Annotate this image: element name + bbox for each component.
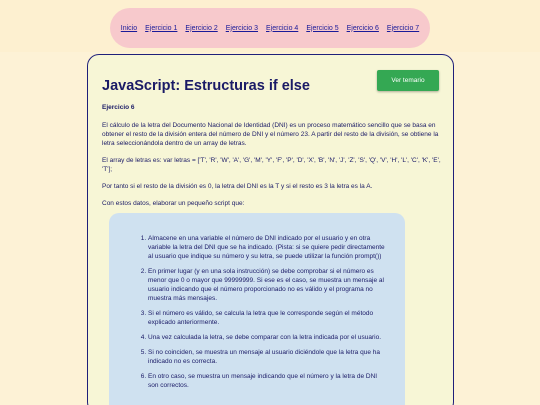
main-nav — [110, 8, 430, 48]
nav-link-ejercicio-5[interactable]: Ejercicio 5 — [306, 24, 339, 32]
step-item: 2. En primer lugar (y en una sola instrucción) se debe comprobar si el número es menor que 0 o mayor que 99999999. Si ese es el caso, se muestra un mensaje al usuario indicando que el número proporcionado no es válido y el programa no muestra más mensajes. — [148, 267, 389, 303]
paragraph-array: El array de letras es: var letras = ['T', 'R', 'W', 'A', 'G', 'M', 'Y', 'F', 'P', 'D', 'X', 'B', 'N', 'J', 'Z', 'S', 'Q', 'V', 'H', 'L', 'C', 'K', 'E', 'T']; — [102, 157, 441, 173]
page-title: JavaScript: Estructuras if else — [102, 78, 310, 94]
nav-link-ejercicio-1[interactable]: Ejercicio 1 — [145, 24, 178, 32]
paragraph-intro: El cálculo de la letra del Documento Nacional de Identidad (DNI) es un proceso matemático sencillo que se basa en obtener el resto de la división entera del número de DNI y el número 23. A partir del resto de la división, se obtiene la letra seleccionándola dentro de un array de letras. — [102, 122, 439, 147]
step-item: 4. Una vez calculada la letra, se debe comparar con la letra indicada por el usuario. — [148, 333, 389, 342]
paragraph-task: Con estos datos, elaborar un pequeño script que: — [102, 200, 245, 207]
exercise-heading: Ejercicio 6 — [102, 104, 135, 111]
nav-link-ejercicio-7[interactable]: Ejercicio 7 — [386, 24, 420, 32]
exercise-card — [87, 54, 454, 405]
steps-list — [132, 234, 389, 390]
step-item: 6. En otro caso, se muestra un mensaje indicando que el número y la letra de DNI son correctos. — [148, 372, 389, 390]
ver-temario-button[interactable]: Ver temario — [377, 70, 439, 91]
step-item: 3. Si el número es válido, se calcula la letra que le corresponde según el método explicado anteriormente. — [148, 309, 389, 327]
nav-link-ejercicio-6[interactable]: Ejercicio 6 — [346, 24, 379, 32]
nav-link-inicio[interactable]: Inicio — [120, 24, 138, 32]
paragraph-example: Por tanto si el resto de la división es 0, la letra del DNI es la T y si el resto es 3 la letra es la A. — [102, 183, 373, 190]
step-item: 1. Almacene en una variable el número de DNI indicado por el usuario y en otra variable la letra del DNI que se ha indicado. (Pista: si se quiere pedir directamente al usuario que indique su número y su letra, se puede utilizar la función prompt()) — [148, 234, 389, 261]
steps-box — [109, 213, 405, 405]
top-bar — [0, 0, 540, 52]
exercise-description — [102, 103, 442, 216]
nav-link-ejercicio-2[interactable]: Ejercicio 2 — [185, 24, 218, 32]
nav-link-ejercicio-4[interactable]: Ejercicio 4 — [266, 24, 299, 32]
nav-link-ejercicio-3[interactable]: Ejercicio 3 — [225, 24, 259, 32]
step-item: 5. Si no coinciden, se muestra un mensaje al usuario diciéndole que la letra que ha indicado no es correcta. — [148, 348, 389, 366]
